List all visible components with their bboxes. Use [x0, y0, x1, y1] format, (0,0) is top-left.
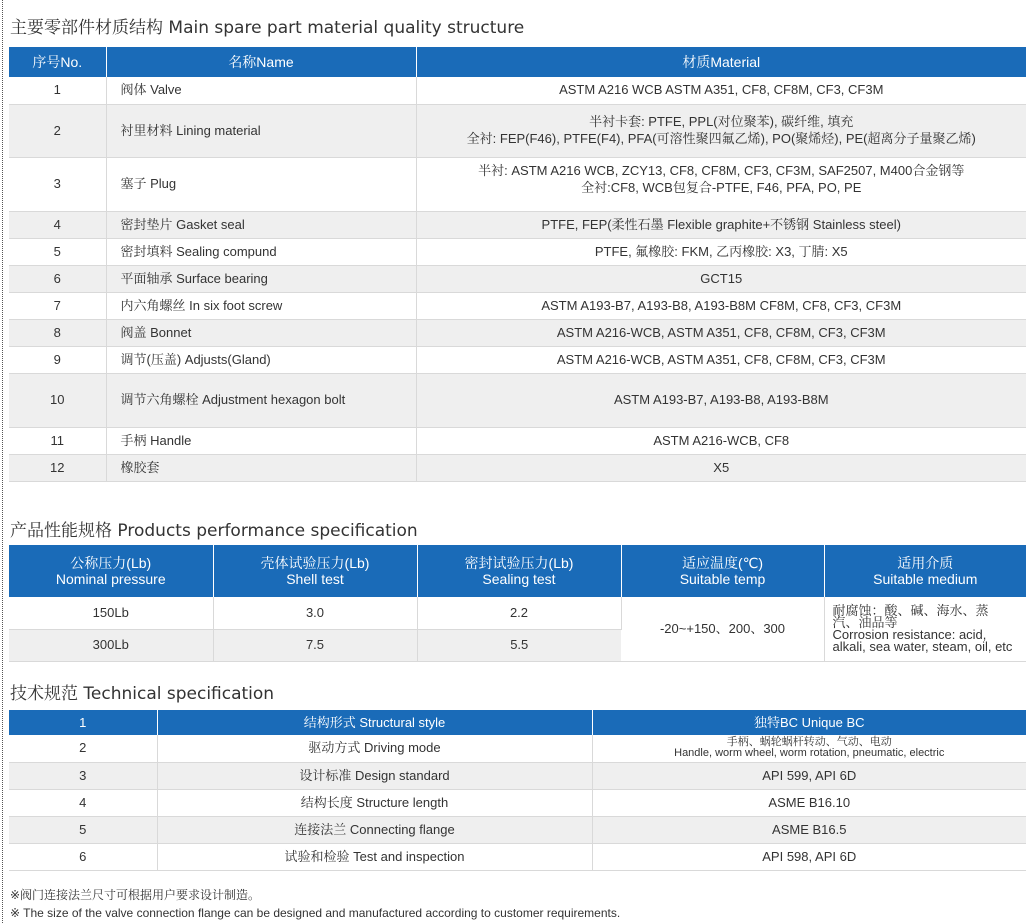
header-shell-test [213, 545, 417, 597]
row-name: 平面轴承 Surface bearing [106, 265, 416, 292]
row-no: 8 [9, 319, 106, 346]
table-row [9, 762, 1026, 789]
row-name: 密封垫片 Gasket seal [106, 211, 416, 238]
row-value [592, 789, 1026, 816]
parts-section-title: 主要零部件材质结构 Main spare part material quality structure [10, 18, 525, 38]
table-row [9, 157, 1026, 211]
medium-line: Corrosion resistance: acid, [832, 626, 987, 642]
row-material [416, 346, 1026, 373]
header-line-en: Suitable medium [873, 571, 978, 587]
pressure-cell: 300Lb [9, 629, 213, 661]
header-line-en: Shell test [286, 571, 344, 587]
row-material [416, 292, 1026, 319]
header-structural-style: 结构形式 Structural style [157, 710, 592, 735]
row-name: 密封填料 Sealing compund [106, 238, 416, 265]
header-no: 序号No. [9, 47, 106, 77]
table-row [9, 238, 1026, 265]
row-name: 阀盖 Bonnet [106, 319, 416, 346]
row-name: 设计标准 Design standard [157, 762, 592, 789]
value-line: API 599, API 6D [762, 767, 857, 783]
material-line: 全衬: FEP(F46), PTFE(F4), PFA(可溶性聚四氟乙烯), PO(聚烯烃), PE(超离分子量聚乙烯) [466, 131, 976, 146]
technical-section-title: 技术规范 Technical specification [10, 684, 275, 704]
row-no: 11 [9, 427, 106, 454]
row-value [592, 735, 1026, 762]
sealing-cell: 2.2 [417, 597, 621, 629]
header-suitable-medium [824, 545, 1026, 597]
value-line: Handle, worm wheel, worm rotation, pneumatic, electric [674, 747, 945, 760]
row-no: 3 [9, 762, 157, 789]
row-name: 结构长度 Structure length [157, 789, 592, 816]
row-material [416, 265, 1026, 292]
table-row [9, 104, 1026, 157]
row-no: 6 [9, 265, 106, 292]
header-material: 材质Material [416, 47, 1026, 77]
performance-header-row [9, 545, 1026, 597]
row-name: 连接法兰 Connecting flange [157, 816, 592, 843]
header-unique-bc: 独特BC Unique BC [592, 710, 1026, 735]
footer-note-cn: ※阀门连接法兰尺寸可根据用户要求设计制造。 [10, 888, 261, 902]
sealing-cell: 5.5 [417, 629, 621, 661]
technical-table [9, 710, 1026, 871]
row-no: 4 [9, 211, 106, 238]
row-value [592, 843, 1026, 870]
row-material [416, 157, 1026, 211]
row-name: 调节六角螺栓 Adjustment hexagon bolt [106, 373, 416, 427]
header-line-en: Suitable temp [679, 571, 766, 587]
performance-section-title: 产品性能规格 Products performance specification [10, 521, 418, 541]
left-dotted-edge [2, 0, 3, 923]
row-no: 4 [9, 789, 157, 816]
row-no: 1 [9, 77, 106, 104]
material-line: PTFE, 氟橡胶: FKM, 乙丙橡胶: X3, 丁腈: X5 [594, 243, 848, 259]
temp-cell: -20~+150、200、300 [621, 597, 824, 661]
material-line: ASTM A216-WCB, CF8 [653, 432, 790, 448]
table-row [9, 454, 1026, 481]
header-line-en: Nominal pressure [55, 571, 166, 587]
row-name: 橡胶套 [106, 454, 416, 481]
material-line: GCT15 [700, 270, 743, 286]
shell-cell: 3.0 [213, 597, 417, 629]
table-row [9, 265, 1026, 292]
row-value [592, 762, 1026, 789]
header-line-cn: 密封试验压力(Lb) [464, 555, 574, 571]
row-no: 5 [9, 816, 157, 843]
row-material [416, 77, 1026, 104]
row-name: 内六角螺丝 In six foot screw [106, 292, 416, 319]
material-line: ASTM A216-WCB, ASTM A351, CF8, CF8M, CF3, CF3M [556, 324, 886, 340]
pressure-cell: 150Lb [9, 597, 213, 629]
row-no: 3 [9, 157, 106, 211]
value-line: ASME B16.5 [772, 821, 847, 837]
header-line-en: Sealing test [482, 571, 556, 587]
row-material [416, 319, 1026, 346]
row-no: 7 [9, 292, 106, 319]
row-material [416, 104, 1026, 157]
table-row [9, 77, 1026, 104]
header-line-cn: 壳体试验压力(Lb) [260, 555, 370, 571]
header-sealing-test [417, 545, 621, 597]
material-line: 半衬: ASTM A216 WCB, ZCY13, CF8, CF8M, CF3, CF3M, SAF2507, M400合金钢等 [478, 162, 965, 178]
table-row [9, 346, 1026, 373]
medium-line: 汽、油品等 [832, 614, 898, 630]
table-row [9, 373, 1026, 427]
row-name: 调节(压盖) Adjusts(Gland) [106, 346, 416, 373]
row-value [592, 816, 1026, 843]
table-row [9, 843, 1026, 870]
header-nominal-pressure [9, 545, 213, 597]
header-no: 1 [9, 710, 157, 735]
table-row [9, 319, 1026, 346]
row-no: 2 [9, 735, 157, 762]
material-line: 半衬卡套: PTFE, PPL(对位聚苯), 碳纤维, 填充 [589, 114, 854, 129]
row-no: 6 [9, 843, 157, 870]
material-line: ASTM A193-B7, A193-B8, A193-B8M [613, 392, 829, 407]
value-line: 手柄、蜗轮蜗杆转动、气动、电动 [726, 736, 892, 749]
performance-table [9, 545, 1026, 662]
row-name: 手柄 Handle [106, 427, 416, 454]
header-line-cn: 公称压力(Lb) [70, 555, 152, 571]
row-material [416, 454, 1026, 481]
parts-header-row [9, 47, 1026, 77]
material-line: 全衬:CF8, WCB包复合-PTFE, F46, PFA, PO, PE [581, 179, 862, 195]
table-row [9, 211, 1026, 238]
value-line: API 598, API 6D [762, 848, 857, 864]
material-line: ASTM A216-WCB, ASTM A351, CF8, CF8M, CF3, CF3M [556, 351, 886, 367]
header-line-cn: 适用介质 [897, 555, 954, 571]
footer-note-en: ※ The size of the valve connection flange can be designed and manufactured according to customer requirements. [10, 906, 621, 920]
row-no: 2 [9, 104, 106, 157]
header-line-cn: 适应温度(℃) [681, 555, 764, 571]
row-name: 阀体 Valve [106, 77, 416, 104]
material-line: ASTM A193-B7, A193-B8, A193-B8M CF8M, CF8, CF3, CF3M [541, 297, 902, 313]
technical-header-row [9, 710, 1026, 735]
table-row [9, 597, 1026, 629]
row-no: 9 [9, 346, 106, 373]
header-suitable-temp [621, 545, 824, 597]
row-name: 塞子 Plug [106, 157, 416, 211]
value-line: ASME B16.10 [768, 794, 851, 810]
material-line: ASTM A216 WCB ASTM A351, CF8, CF8M, CF3, CF3M [559, 82, 884, 98]
table-row [9, 816, 1026, 843]
row-name: 衬里材料 Lining material [106, 104, 416, 157]
table-row [9, 735, 1026, 762]
row-name: 试验和检验 Test and inspection [157, 843, 592, 870]
row-name: 驱动方式 Driving mode [157, 735, 592, 762]
row-material [416, 373, 1026, 427]
row-material [416, 238, 1026, 265]
row-material [416, 211, 1026, 238]
shell-cell: 7.5 [213, 629, 417, 661]
row-no: 12 [9, 454, 106, 481]
material-line: PTFE, FEP(柔性石墨 Flexible graphite+不锈钢 Stainless steel) [541, 216, 901, 232]
parts-table [9, 47, 1026, 482]
table-row [9, 292, 1026, 319]
medium-line: alkali, sea water, steam, oil, etc [832, 638, 1013, 654]
table-row [9, 427, 1026, 454]
row-material [416, 427, 1026, 454]
medium-line: 耐腐蚀：酸、碱、海水、蒸 [832, 602, 989, 618]
header-name: 名称Name [106, 47, 416, 77]
material-line: X5 [713, 459, 730, 475]
medium-cell [824, 597, 1026, 661]
row-no: 10 [9, 373, 106, 427]
row-no: 5 [9, 238, 106, 265]
table-row [9, 789, 1026, 816]
